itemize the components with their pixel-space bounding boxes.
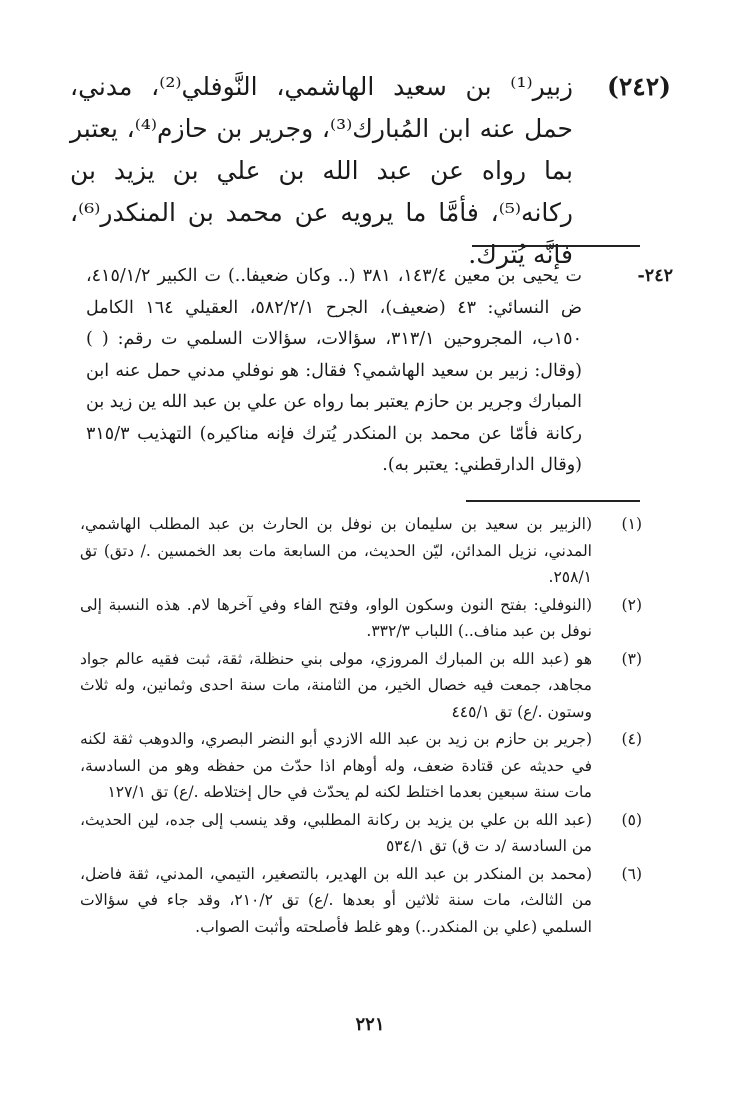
footnote-number: (١)	[621, 515, 642, 533]
footnote	[80, 511, 642, 591]
footnote-number: (٦)	[621, 864, 642, 883]
page-number: ٢٢١	[355, 1014, 385, 1035]
footnote-text: (محمد بن المنكدر بن عبد الله بن الهدير، بالتصغير، التيمي، المدني، ثقة فاضل، من الثالث، مات سنة ثلاثين أو بعدها ./ع) تق ٢١٠/٢، وقد جاء في سؤالات السلمي (علي بن المنكدر..) وهو غلط فأصلحته وأثبت الصواب.	[80, 864, 592, 936]
footnote-text: هو (عبد الله بن المبارك المروزي، مولى بني حنظلة، ثقة، ثبت فقيه عالم جواد مجاهد، جمعت فيه خصال الخير، من الثامنة، مات سنة احدى وثمانين، وله ثلاث وستون ./ع) تق ٤٤٥/١	[80, 649, 592, 721]
entry-divider	[472, 245, 640, 247]
footnote-number: (٤)	[621, 730, 642, 748]
footnote-text: (الزبير بن سعيد بن سليمان بن نوفل بن الحارث بن عبد المطلب الهاشمي، المدني، نزيل المدائن، ليّن الحديث، من السابعة مات بعد الخمسين ./ دتق) تق ٢٥٨/١.	[80, 515, 592, 586]
commentary-entry	[86, 261, 673, 482]
footnote	[80, 726, 642, 806]
footnote-text: (جرير بن حازم بن زيد بن عبد الله الازدي أبو النضر البصري، والدوهب ثقة لكنه في حديثه عن قتادة ضعف، وله أوهام اذا حدّث من حفظه وهو من السادسة، مات سنة سبعين بعدما اختلط لكنه لم يحدّث في حال إختلاطه ./ع) تق ١٢٧/١	[80, 730, 592, 801]
footnote-divider	[466, 500, 640, 502]
footnote-number: (٥)	[621, 810, 642, 829]
footnote	[80, 646, 642, 726]
footnotes	[80, 511, 642, 941]
footnote	[80, 592, 642, 645]
commentary-text: ت يحيى بن معين ١٤٣/٤، ٣٨١ (.. وكان ضعيفا..) ت الكبير ٤١٥/١/٢، ض النسائي: ٤٣ (ضعيف)، الجرح ٥٨٢/٢/١، العقيلي ١٦٤ الكامل ١٥٠ب، المجروحين ٣١٣/١، سؤالات، سؤالات السلمي ت رقم: ( ) (وقال: زبير بن سعيد الهاشمي؟ فقال: هو نوفلي مدني حمل عنه ابن المبارك وجرير بن حازم يعتبر بما رواه عن علي بن عبد الله ين زيد بن ركانة فأمّا عن محمد بن المنكدر يُترك فإنه مناكيره) التهذيب ٣١٥/٣ (وقال الدارقطني: يعتبر به).	[86, 266, 582, 475]
footnote	[80, 861, 642, 941]
entry-text: زبير⁽¹⁾ بن سعيد الهاشمي، النَّوفلي⁽²⁾، مدني، حمل عنه ابن المُبارك⁽³⁾، وجرير بن حازم⁽⁴⁾، يعتبر بما رواه عن عبد الله بن علي بن يزيد بن ركانه⁽⁵⁾، فأمَّا ما يرويه عن محمد بن المنكدر⁽⁶⁾، فإنَّه يُترك.	[70, 72, 574, 269]
footnote-text: (النوفلي: بفتح النون وسكون الواو، وفتح الفاء وفي آخرها لام. هذه النسبة إلى نوفل بن عبد مناف..) اللباب ٣٣٢/٣.	[80, 595, 592, 640]
entry-number: (٢٤٢)	[607, 72, 671, 101]
footnote	[80, 807, 642, 860]
footnote-text: (عبد الله بن علي بن يزيد بن ركانة المطلبي، وقد ينسب إلى جده، لين الحديث، من السادسة /د ت ق) تق ٥٣٤/١	[80, 810, 592, 855]
commentary-number: ٢٤٢-	[637, 266, 673, 286]
footnote-number: (٢)	[621, 595, 642, 614]
footnote-number: (٣)	[621, 649, 642, 668]
